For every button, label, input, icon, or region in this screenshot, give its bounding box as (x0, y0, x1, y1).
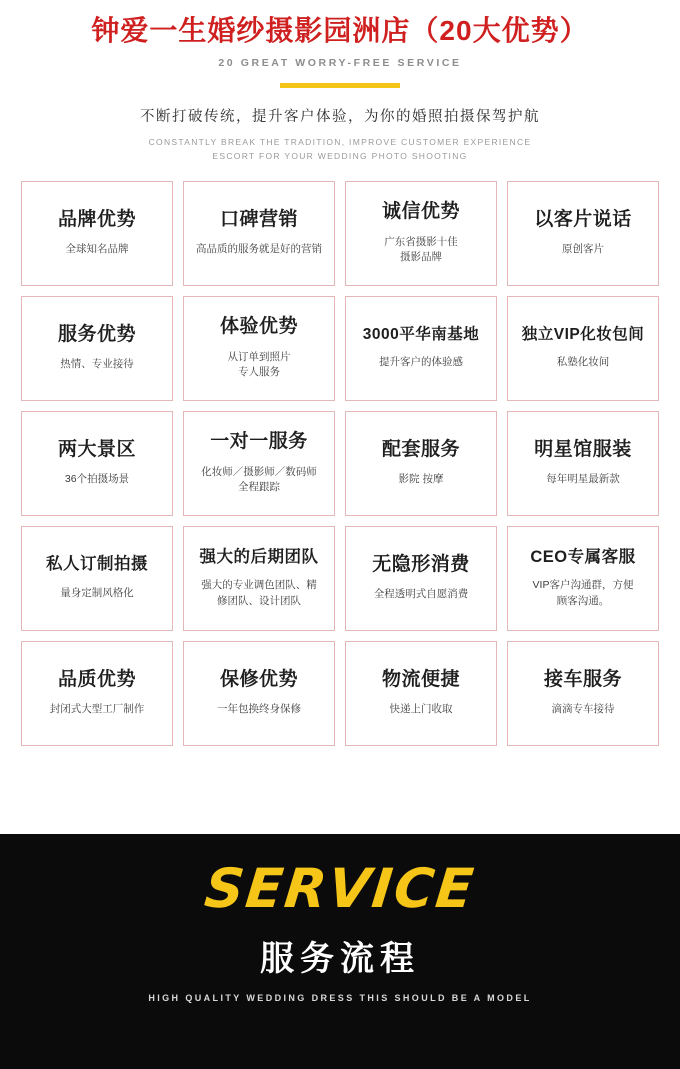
advantage-title: 明星馆服装 (534, 438, 632, 460)
advantage-desc-line: 一年包换终身保修 (217, 703, 301, 716)
advantages-grid (21, 181, 659, 746)
advantage-desc-line: 提升客户的体验感 (379, 356, 463, 369)
advantage-cell (345, 526, 497, 631)
page-tagline-en-line1: CONSTANTLY BREAK THE TRADITION, IMPROVE CUSTOMER EXPERIENCE (148, 136, 532, 147)
advantage-cell (21, 526, 173, 631)
page-header (0, 0, 680, 163)
advantage-desc (533, 578, 634, 608)
advantage-desc (50, 702, 145, 717)
advantage-title: 无隐形消费 (372, 553, 470, 575)
advantage-cell (183, 526, 335, 631)
advantage-cell (345, 411, 497, 516)
advantage-title: 保修优势 (219, 668, 298, 690)
advantage-cell (345, 296, 497, 401)
advantage-cell (345, 641, 497, 746)
advantage-title: 体验优势 (219, 316, 298, 337)
advantage-desc (562, 242, 604, 257)
advantage-desc-line: 快递上门收取 (389, 703, 453, 716)
advantage-desc (201, 578, 317, 608)
advantage-desc (217, 702, 301, 717)
advantage-title: 诚信优势 (381, 201, 460, 222)
advantage-desc-line: 顾客沟通。 (556, 594, 610, 607)
advantage-desc (557, 355, 610, 370)
advantage-desc-line: 化妆师／摄影师／数码师 (201, 465, 317, 478)
advantage-title: 服务优势 (57, 323, 136, 345)
advantage-title: 品牌优势 (57, 208, 136, 230)
page-tagline-en (0, 135, 680, 163)
advantage-title: 物流便捷 (381, 668, 460, 690)
advantage-title: 独立VIP化妆包间 (521, 325, 645, 343)
advantage-title: 品质优势 (57, 668, 136, 690)
advantage-desc-line: 全球知名品牌 (65, 243, 129, 256)
advantage-desc-line: 从订单到照片 (227, 350, 291, 363)
service-banner (0, 834, 680, 1069)
advantage-desc-line: VIP客户沟通群，方便 (532, 579, 634, 592)
page-tagline-en-line2: ESCORT FOR YOUR WEDDING PHOTO SHOOTING (212, 150, 468, 161)
advantage-cell (183, 296, 335, 401)
advantage-title: 口碑营销 (219, 208, 298, 230)
advantage-title: 以客片说话 (534, 208, 632, 230)
advantage-cell (345, 181, 497, 286)
advantage-desc (374, 587, 469, 602)
advantage-desc-line: 原创客片 (562, 243, 604, 256)
advantage-desc-line: 修团队、设计团队 (217, 594, 301, 607)
advantage-desc (390, 702, 453, 717)
advantage-desc (60, 586, 134, 601)
page-tagline: 不断打破传统，提升客户体验，为你的婚照拍摄保驾护航 (140, 108, 540, 125)
advantage-cell (183, 641, 335, 746)
advantage-desc-line: 热情、专业接待 (60, 358, 134, 371)
advantage-desc (228, 350, 291, 380)
page-subtitle-en: 20 GREAT WORRY-FREE SERVICE (218, 56, 462, 69)
advantage-desc (399, 472, 444, 487)
advantage-title: 两大景区 (57, 438, 136, 460)
advantage-desc (384, 235, 458, 265)
advantage-title: CEO专属客服 (530, 547, 636, 566)
advantage-desc-line: 摄影品牌 (400, 251, 442, 264)
advantage-desc-line: 每年明星最新款 (546, 473, 620, 486)
advantage-desc (60, 357, 134, 372)
divider (280, 83, 400, 88)
service-banner-tagline: HIGH QUALITY WEDDING DRESS THIS SHOULD BE A MODEL (148, 993, 532, 1003)
advantage-title: 3000平华南基地 (362, 325, 480, 343)
advantage-cell (507, 526, 659, 631)
advantage-desc (65, 472, 129, 487)
advantage-desc-line: 量身定制风格化 (60, 586, 134, 599)
advantage-desc-line: 高品质的服务就是好的营销 (196, 243, 322, 256)
advantage-title: 一对一服务 (210, 431, 308, 452)
advantage-desc (379, 355, 463, 370)
advantage-desc-line: 私塾化妆间 (556, 356, 610, 369)
service-banner-title-en: SERVICE (201, 857, 479, 920)
advantage-title: 私人订制拍摄 (46, 555, 148, 574)
advantage-cell (507, 641, 659, 746)
advantage-desc-line: 封闭式大型工厂制作 (49, 703, 145, 716)
advantage-cell (21, 296, 173, 401)
advantage-desc-line: 滴滴专车接待 (551, 703, 615, 716)
advantage-desc-line: 36个拍摄场景 (64, 473, 130, 486)
advantage-cell (21, 411, 173, 516)
advantage-desc-line: 专人服务 (238, 366, 280, 379)
advantage-desc (66, 242, 129, 257)
advantage-cell (21, 181, 173, 286)
advantage-title: 接车服务 (543, 668, 622, 690)
advantage-desc (201, 465, 317, 495)
advantage-cell (507, 181, 659, 286)
advantage-title: 配套服务 (381, 438, 460, 460)
advantage-desc-line: 全程透明式自愿消费 (373, 588, 469, 601)
advantage-title: 强大的后期团队 (199, 547, 319, 566)
advantage-desc-line: 全程跟踪 (238, 481, 280, 494)
service-banner-title-cn: 服务流程 (260, 940, 420, 978)
advantage-desc-line: 强大的专业调色团队、精 (201, 579, 317, 592)
advantage-cell (507, 296, 659, 401)
advantage-desc (546, 472, 620, 487)
advantage-desc-line: 广东省摄影十佳 (384, 235, 458, 248)
page-title: 钟爱一生婚纱摄影园洲店（20大优势） (91, 15, 589, 46)
advantage-desc (196, 242, 322, 257)
advantage-desc-line: 影院 按摩 (398, 473, 444, 486)
advantage-desc (552, 702, 615, 717)
advantage-cell (21, 641, 173, 746)
advantage-cell (183, 411, 335, 516)
advantage-cell (507, 411, 659, 516)
advantage-cell (183, 181, 335, 286)
